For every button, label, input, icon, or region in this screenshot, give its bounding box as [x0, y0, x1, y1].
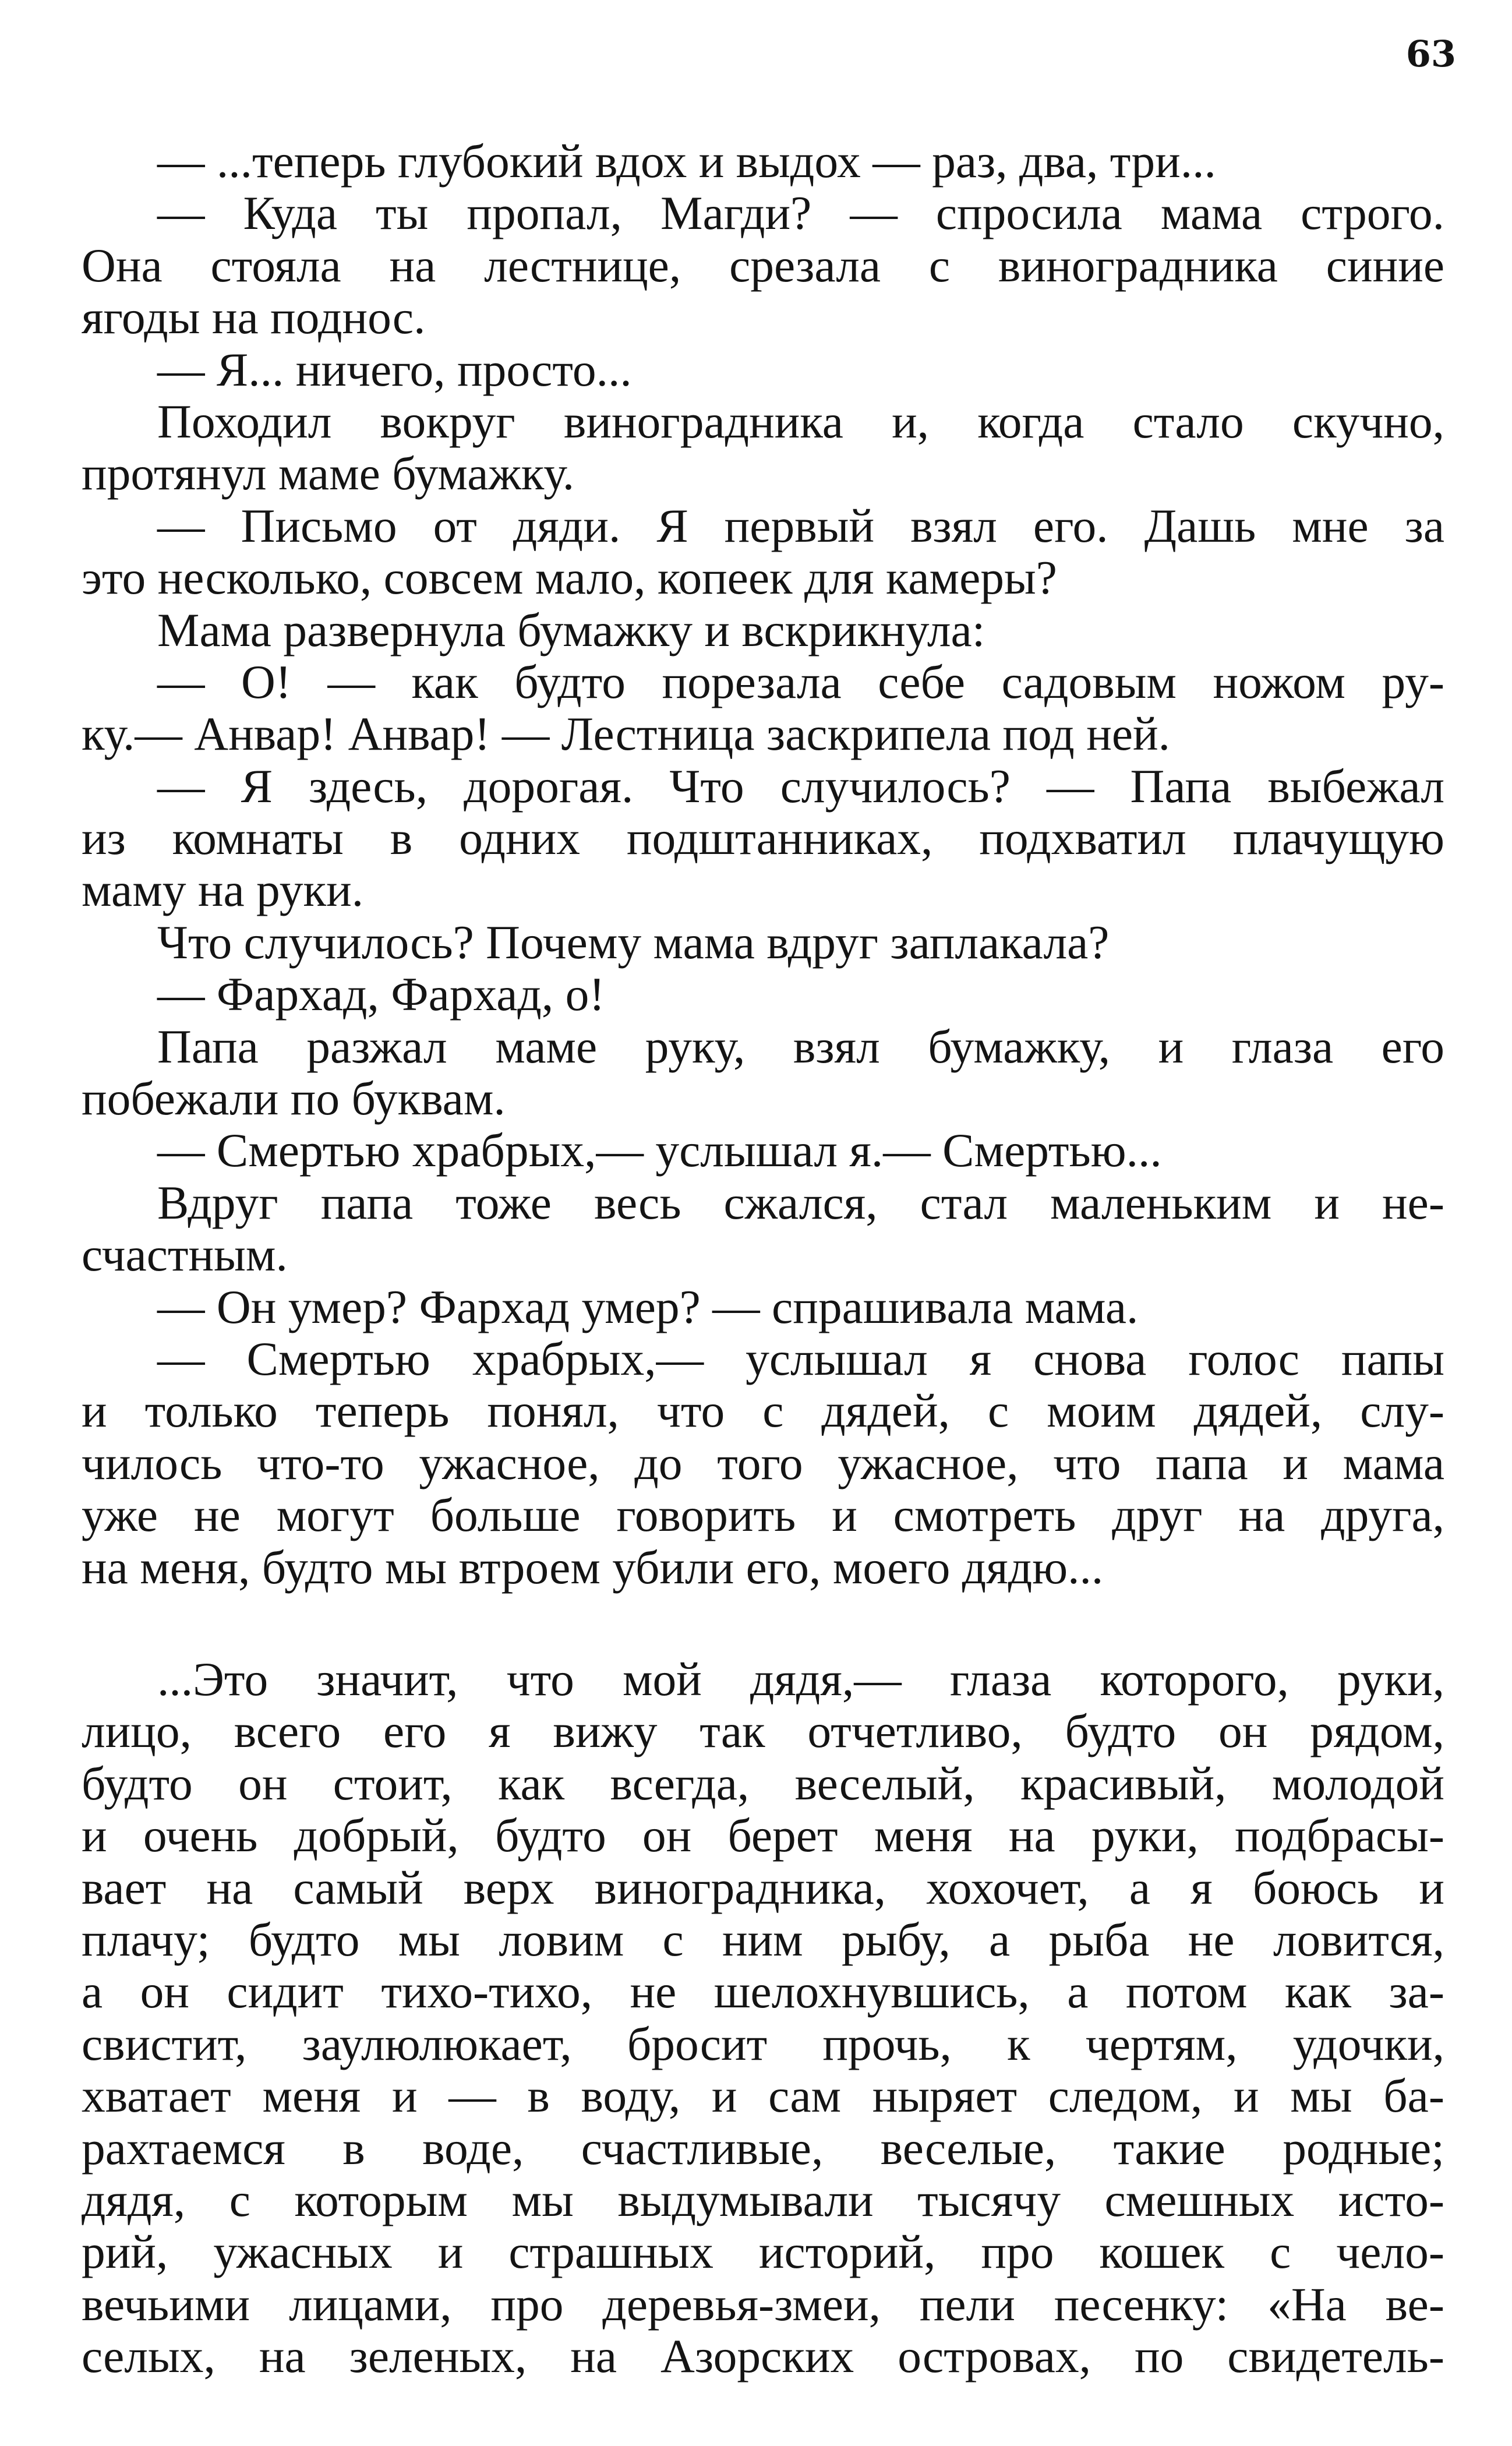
- text-line: — Письмо от дяди. Я первый взял его. Дашь мне за: [157, 499, 1444, 552]
- text-line: — Фархад, Фархад, о!: [157, 968, 605, 1021]
- text-line: побежали по буквам.: [82, 1072, 506, 1125]
- text-line: дядя, с которым мы выдумывали тысячу смешных исто-: [82, 2173, 1444, 2226]
- text-line: ...Это значит, что мой дядя,— глаза которого, руки,: [157, 1653, 1444, 1706]
- text-line: из комнаты в одних подштанниках, подхватил плачущую: [82, 811, 1444, 865]
- text-line: — ...теперь глубокий вдох и выдох — раз, два, три...: [157, 135, 1216, 188]
- text-line: селых, на зеленых, на Азорских островах, по свидетель-: [82, 2329, 1444, 2383]
- text-line: на меня, будто мы втроем убили его, моего дядю...: [82, 1540, 1104, 1594]
- text-line: протянул маме бумажку.: [82, 447, 575, 500]
- text-line: и только теперь понял, что с дядей, с моим дядей, слу-: [82, 1384, 1444, 1438]
- text-line: — Он умер? Фархад умер? — спрашивала мама.: [157, 1280, 1139, 1333]
- text-line: рий, ужасных и страшных историй, про кошек с чело-: [82, 2225, 1444, 2279]
- text-line: свистит, заулюлюкает, бросит прочь, к чертям, удочки,: [82, 2017, 1444, 2070]
- text-line: чилось что-то ужасное, до того ужасное, что папа и мама: [82, 1436, 1444, 1490]
- text-line: это несколько, совсем мало, копеек для камеры?: [82, 551, 1057, 605]
- text-line: маму на руки.: [82, 863, 364, 917]
- text-line: а он сидит тихо-тихо, не шелохнувшись, а потом как за-: [82, 1965, 1444, 2018]
- text-line: Что случилось? Почему мама вдруг заплакала?: [157, 915, 1110, 969]
- text-line: ку.— Анвар! Анвар! — Лестница заскрипела под ней.: [82, 707, 1171, 761]
- text-line: лицо, всего его я вижу так отчетливо, будто он рядом,: [82, 1704, 1444, 1758]
- text-line: Походил вокруг виноградника и, когда стало скучно,: [157, 394, 1444, 448]
- text-line: вает на самый верх виноградника, хохочет, а я боюсь и: [82, 1861, 1444, 1914]
- text-line: — Смертью храбрых,— услышал я.— Смертью...: [157, 1124, 1162, 1177]
- text-line: хватает меня и — в воду, и сам ныряет следом, и мы ба-: [82, 2069, 1444, 2123]
- text-line: — Куда ты пропал, Магди? — спросила мама строго.: [157, 186, 1444, 240]
- page-number: 63: [1405, 33, 1456, 75]
- text-line: — О! — как будто порезала себе садовым ножом ру-: [157, 655, 1444, 708]
- text-line: плачу; будто мы ловим с ним рыбу, а рыба не ловится,: [82, 1912, 1444, 1966]
- text-block-1: [82, 135, 1444, 1593]
- text-line: ягоды на поднос.: [82, 291, 426, 344]
- text-line: уже не могут больше говорить и смотреть друг на друга,: [82, 1488, 1444, 1542]
- text-line: — Смертью храбрых,— услышал я снова голос папы: [157, 1332, 1444, 1385]
- text-line: счастным.: [82, 1228, 288, 1282]
- text-block-2: [82, 1653, 1444, 2382]
- text-line: и очень добрый, будто он берет меня на руки, подбрасы-: [82, 1809, 1444, 1862]
- text-line: Мама развернула бумажку и вскрикнула:: [157, 603, 985, 656]
- text-line: будто он стоит, как всегда, веселый, красивый, молодой: [82, 1756, 1444, 1810]
- text-line: Папа разжал маме руку, взял бумажку, и глаза его: [157, 1019, 1444, 1073]
- text-line: вечьими лицами, про деревья-змеи, пели песенку: «На ве-: [82, 2277, 1444, 2331]
- text-line: рахтаемся в воде, счастливые, веселые, такие родные;: [82, 2121, 1444, 2175]
- text-line: Она стояла на лестнице, срезала с виноградника синие: [82, 238, 1444, 292]
- text-line: — Я... ничего, просто...: [157, 343, 632, 396]
- text-line: Вдруг папа тоже весь сжался, стал маленьким и не-: [157, 1176, 1444, 1229]
- text-line: — Я здесь, дорогая. Что случилось? — Папа выбежал: [157, 759, 1444, 813]
